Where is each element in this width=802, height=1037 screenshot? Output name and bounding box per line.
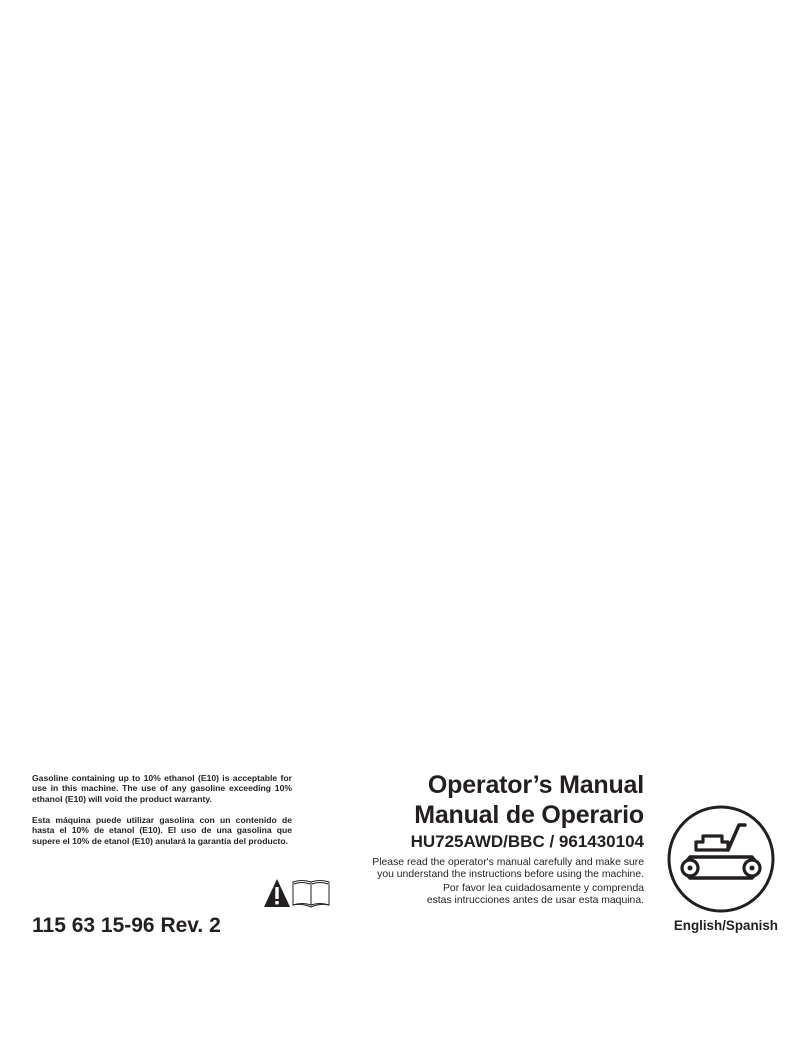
instruction-english-line-2: you understand the instructions before using the machine. bbox=[377, 869, 644, 880]
document-number: 115 63 15-96 Rev. 2 bbox=[32, 914, 221, 937]
instruction-english-line-1: Please read the operator's manual carefully and make sure bbox=[372, 857, 644, 868]
warning-triangle-icon bbox=[264, 879, 290, 907]
title-english: Operator’s Manual bbox=[427, 771, 644, 799]
title-spanish: Manual de Operario bbox=[414, 801, 644, 829]
ethanol-notice-spanish: Esta máquina puede utilizar gasolina con un contenido de hasta el 10% de etanol (E10). El uso de una gasolina que supere el 10% de etanol (E10) anulará la garantía del producto. bbox=[32, 815, 292, 846]
language-label: English/Spanish bbox=[673, 918, 778, 933]
ethanol-notice-english: Gasoline containing up to 10% ethanol (E10) is acceptable for use in this machine. The use of any gasoline exceeding 10% ethanol (E10) will void the product warranty. bbox=[32, 773, 292, 804]
instruction-spanish-line-2: estas intrucciones antes de usar esta maquina. bbox=[426, 895, 644, 906]
lawn-mower-icon bbox=[666, 804, 776, 914]
model-number: HU725AWD/BBC / 961430104 bbox=[410, 832, 644, 851]
warning-icons bbox=[263, 878, 331, 908]
instruction-spanish-line-1: Por favor lea cuidadosamente y comprenda bbox=[443, 883, 644, 894]
open-book-icon bbox=[293, 881, 329, 908]
